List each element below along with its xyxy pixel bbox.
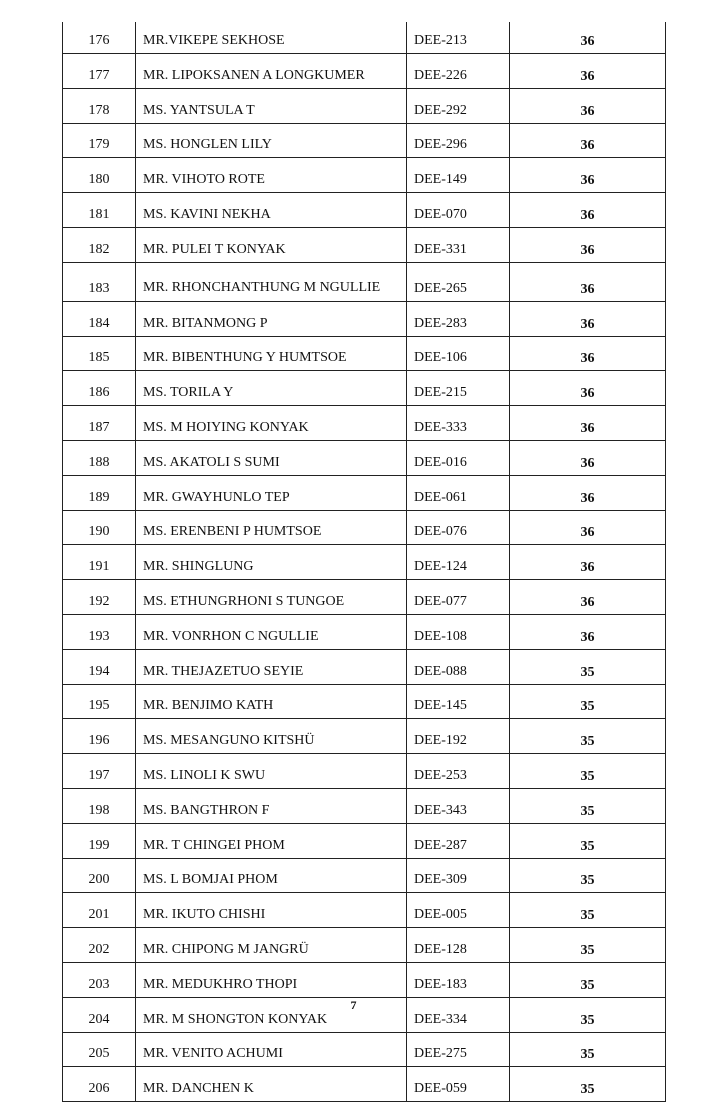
marks-cell: 35 [510, 754, 666, 789]
serial-number-cell: 197 [63, 754, 136, 789]
table-row [63, 406, 666, 441]
serial-number-cell: 186 [63, 371, 136, 406]
marks-cell: 35 [510, 719, 666, 754]
serial-number-cell: 178 [63, 88, 136, 123]
marks-cell: 36 [510, 580, 666, 615]
marks-cell: 35 [510, 893, 666, 928]
table-row [63, 893, 666, 928]
roll-code-cell: DEE-192 [407, 719, 510, 754]
candidate-name-cell: MR. CHIPONG M JANGRÜ [136, 928, 407, 963]
marks-cell: 36 [510, 123, 666, 158]
roll-code-cell: DEE-226 [407, 54, 510, 89]
marks-cell: 36 [510, 158, 666, 193]
roll-code-cell: DEE-059 [407, 1067, 510, 1102]
candidate-name-cell: MR.VIKEPE SEKHOSE [136, 22, 407, 54]
serial-number-cell: 190 [63, 510, 136, 545]
serial-number-cell: 205 [63, 1032, 136, 1067]
table-row [63, 928, 666, 963]
table-row [63, 649, 666, 684]
serial-number-cell: 189 [63, 475, 136, 510]
serial-number-cell: 187 [63, 406, 136, 441]
marks-cell: 36 [510, 227, 666, 262]
table-row [63, 262, 666, 301]
roll-code-cell: DEE-292 [407, 88, 510, 123]
serial-number-cell: 185 [63, 336, 136, 371]
serial-number-cell: 179 [63, 123, 136, 158]
table-row [63, 88, 666, 123]
table-row [63, 719, 666, 754]
candidate-name-cell: MR. VONRHON C NGULLIE [136, 614, 407, 649]
candidate-name-cell: MR. BENJIMO KATH [136, 684, 407, 719]
table-row [63, 580, 666, 615]
marks-cell: 36 [510, 54, 666, 89]
candidate-name-cell: MR. DANCHEN K [136, 1067, 407, 1102]
table-row [63, 227, 666, 262]
serial-number-cell: 206 [63, 1067, 136, 1102]
marks-cell: 36 [510, 510, 666, 545]
roll-code-cell: DEE-296 [407, 123, 510, 158]
candidate-name-cell: MS. YANTSULA T [136, 88, 407, 123]
table-row [63, 754, 666, 789]
candidate-name-cell: MR. BIBENTHUNG Y HUMTSOE [136, 336, 407, 371]
marks-cell: 36 [510, 262, 666, 301]
roll-code-cell: DEE-213 [407, 22, 510, 54]
roll-code-cell: DEE-128 [407, 928, 510, 963]
marks-cell: 36 [510, 545, 666, 580]
marks-cell: 35 [510, 997, 666, 1032]
candidate-name-cell: MR. SHINGLUNG [136, 545, 407, 580]
table-row [63, 193, 666, 228]
table-row [63, 22, 666, 54]
candidate-name-cell: MS. KAVINI NEKHA [136, 193, 407, 228]
roll-code-cell: DEE-333 [407, 406, 510, 441]
candidate-name-cell: MR. PULEI T KONYAK [136, 227, 407, 262]
marks-cell: 35 [510, 1032, 666, 1067]
candidate-name-cell: MR. VIHOTO ROTE [136, 158, 407, 193]
results-table-body [63, 22, 666, 1102]
candidate-name-cell: MR. T CHINGEI PHOM [136, 823, 407, 858]
roll-code-cell: DEE-088 [407, 649, 510, 684]
roll-code-cell: DEE-275 [407, 1032, 510, 1067]
roll-code-cell: DEE-016 [407, 440, 510, 475]
table-row [63, 123, 666, 158]
candidate-name-cell: MS. AKATOLI S SUMI [136, 440, 407, 475]
serial-number-cell: 177 [63, 54, 136, 89]
table-row [63, 54, 666, 89]
table-row [63, 475, 666, 510]
table-row [63, 510, 666, 545]
roll-code-cell: DEE-283 [407, 301, 510, 336]
candidate-name-cell: MR. MEDUKHRO THOPI [136, 962, 407, 997]
serial-number-cell: 192 [63, 580, 136, 615]
roll-code-cell: DEE-124 [407, 545, 510, 580]
serial-number-cell: 201 [63, 893, 136, 928]
marks-cell: 35 [510, 684, 666, 719]
page-number: 7 [350, 998, 357, 1012]
table-row [63, 371, 666, 406]
candidate-name-cell: MS. LINOLI K SWU [136, 754, 407, 789]
serial-number-cell: 194 [63, 649, 136, 684]
results-table [62, 22, 666, 1102]
candidate-name-cell: MS. HONGLEN LILY [136, 123, 407, 158]
roll-code-cell: DEE-106 [407, 336, 510, 371]
serial-number-cell: 193 [63, 614, 136, 649]
marks-cell: 36 [510, 336, 666, 371]
marks-cell: 36 [510, 406, 666, 441]
roll-code-cell: DEE-215 [407, 371, 510, 406]
roll-code-cell: DEE-331 [407, 227, 510, 262]
table-row [63, 301, 666, 336]
table-row [63, 684, 666, 719]
serial-number-cell: 182 [63, 227, 136, 262]
marks-cell: 35 [510, 1067, 666, 1102]
marks-cell: 35 [510, 823, 666, 858]
serial-number-cell: 199 [63, 823, 136, 858]
candidate-name-cell: MS. ETHUNGRHONI S TUNGOE [136, 580, 407, 615]
candidate-name-cell: MS. M HOIYING KONYAK [136, 406, 407, 441]
marks-cell: 35 [510, 649, 666, 684]
serial-number-cell: 203 [63, 962, 136, 997]
serial-number-cell: 184 [63, 301, 136, 336]
table-row [63, 336, 666, 371]
roll-code-cell: DEE-334 [407, 997, 510, 1032]
table-row [63, 1032, 666, 1067]
serial-number-cell: 183 [63, 262, 136, 301]
marks-cell: 36 [510, 475, 666, 510]
serial-number-cell: 176 [63, 22, 136, 54]
table-row [63, 823, 666, 858]
serial-number-cell: 196 [63, 719, 136, 754]
roll-code-cell: DEE-183 [407, 962, 510, 997]
candidate-name-cell: MR. VENITO ACHUMI [136, 1032, 407, 1067]
marks-cell: 36 [510, 193, 666, 228]
serial-number-cell: 200 [63, 858, 136, 893]
marks-cell: 36 [510, 88, 666, 123]
marks-cell: 36 [510, 614, 666, 649]
table-row [63, 788, 666, 823]
serial-number-cell: 195 [63, 684, 136, 719]
marks-cell: 36 [510, 301, 666, 336]
marks-cell: 36 [510, 371, 666, 406]
candidate-name-cell: MS. L BOMJAI PHOM [136, 858, 407, 893]
serial-number-cell: 202 [63, 928, 136, 963]
roll-code-cell: DEE-149 [407, 158, 510, 193]
marks-cell: 35 [510, 928, 666, 963]
candidate-name-cell: MR. IKUTO CHISHI [136, 893, 407, 928]
candidate-name-cell: MS. MESANGUNO KITSHÜ [136, 719, 407, 754]
candidate-name-cell: MR. GWAYHUNLO TEP [136, 475, 407, 510]
table-row [63, 962, 666, 997]
roll-code-cell: DEE-070 [407, 193, 510, 228]
roll-code-cell: DEE-253 [407, 754, 510, 789]
serial-number-cell: 191 [63, 545, 136, 580]
roll-code-cell: DEE-077 [407, 580, 510, 615]
marks-cell: 36 [510, 22, 666, 54]
candidate-name-cell: MR. M SHONGTON KONYAK [136, 997, 407, 1032]
roll-code-cell: DEE-005 [407, 893, 510, 928]
candidate-name-cell: MR. BITANMONG P [136, 301, 407, 336]
table-row [63, 614, 666, 649]
serial-number-cell: 204 [63, 997, 136, 1032]
serial-number-cell: 198 [63, 788, 136, 823]
table-row [63, 858, 666, 893]
candidate-name-cell: MR. RHONCHANTHUNG M NGULLIE [136, 262, 407, 301]
candidate-name-cell: MS. BANGTHRON F [136, 788, 407, 823]
roll-code-cell: DEE-108 [407, 614, 510, 649]
marks-cell: 35 [510, 962, 666, 997]
roll-code-cell: DEE-287 [407, 823, 510, 858]
table-row [63, 1067, 666, 1102]
marks-cell: 36 [510, 440, 666, 475]
roll-code-cell: DEE-309 [407, 858, 510, 893]
table-row [63, 545, 666, 580]
serial-number-cell: 188 [63, 440, 136, 475]
roll-code-cell: DEE-343 [407, 788, 510, 823]
candidate-name-cell: MS. ERENBENI P HUMTSOE [136, 510, 407, 545]
roll-code-cell: DEE-061 [407, 475, 510, 510]
table-row [63, 158, 666, 193]
candidate-name-cell: MR. THEJAZETUO SEYIE [136, 649, 407, 684]
table-row [63, 440, 666, 475]
roll-code-cell: DEE-145 [407, 684, 510, 719]
roll-code-cell: DEE-265 [407, 262, 510, 301]
roll-code-cell: DEE-076 [407, 510, 510, 545]
candidate-name-cell: MS. TORILA Y [136, 371, 407, 406]
marks-cell: 35 [510, 788, 666, 823]
candidate-name-cell: MR. LIPOKSANEN A LONGKUMER [136, 54, 407, 89]
serial-number-cell: 180 [63, 158, 136, 193]
marks-cell: 35 [510, 858, 666, 893]
serial-number-cell: 181 [63, 193, 136, 228]
